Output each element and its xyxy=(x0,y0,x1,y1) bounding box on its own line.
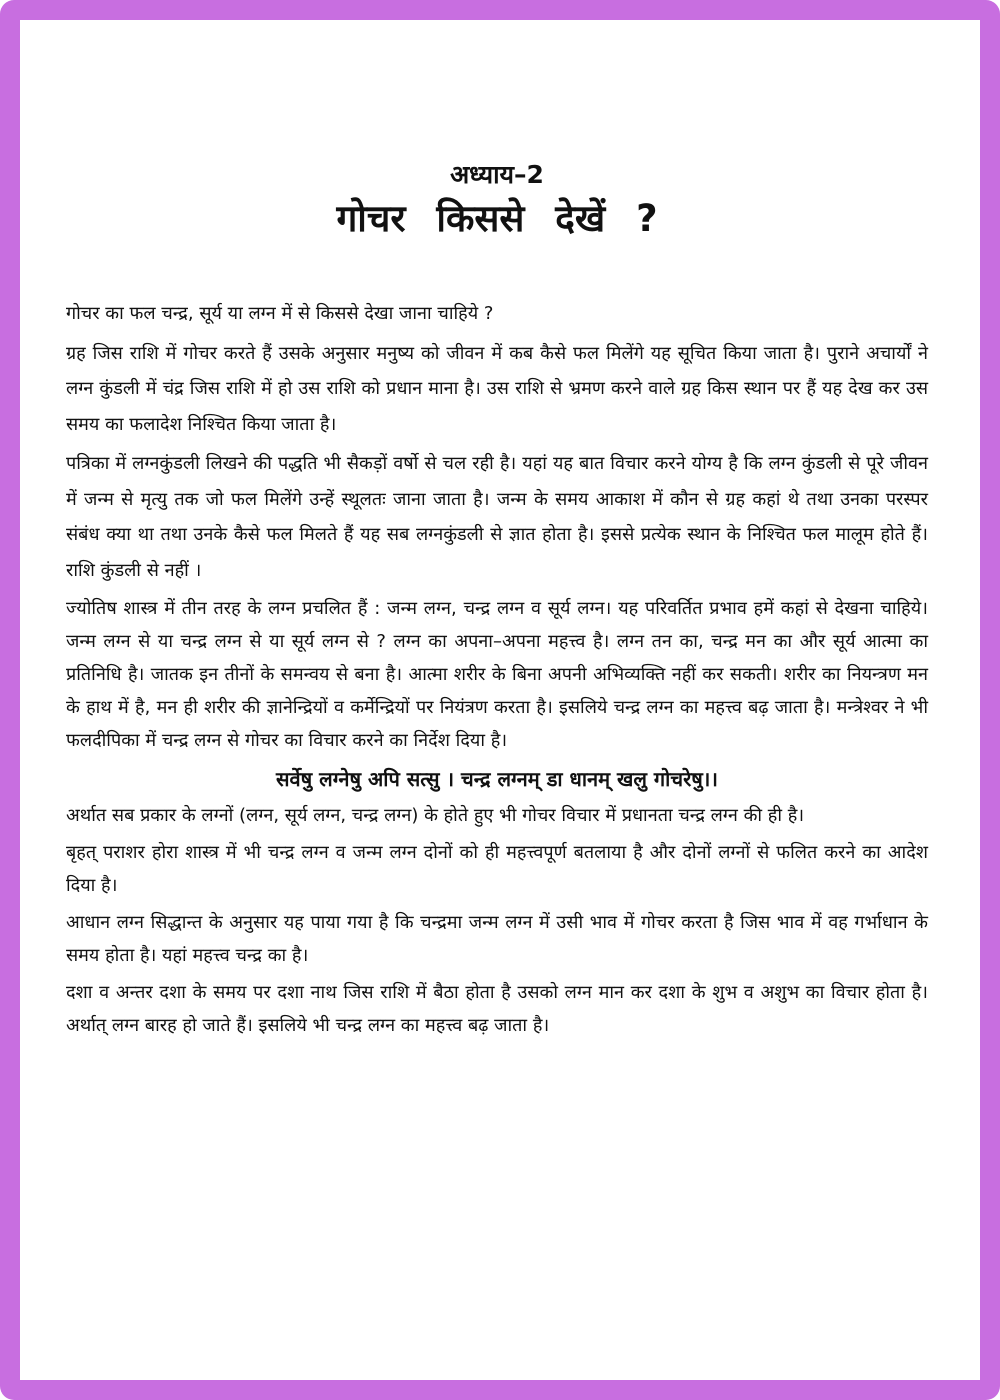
paragraph: ग्रह जिस राशि में गोचर करते हैं उसके अनुसार मनुष्य को जीवन में कब कैसे फल मिलेंगे यह सूचित किया जाता है। पुराने अचार्यों ने लग्न कुंडली में चंद्र जिस राशि में हो उस राशि को प्रधान माना है। उस राशि से भ्रमण करने वाले ग्रह किस स्थान पर हैं यह देख कर उस समय का फलादेश निश्चित किया जाता है। xyxy=(66,342,928,435)
document-page xyxy=(66,150,928,1046)
paragraph: अर्थात सब प्रकार के लग्नों (लग्न, सूर्य लग्न, चन्द्र लग्न) के होते हुए भी गोचर विचार में प्रधानता चन्द्र लग्न की ही है। xyxy=(66,805,805,826)
paragraph: ज्योतिष शास्त्र में तीन तरह के लग्न प्रचलित हैं : जन्म लग्न, चन्द्र लग्न व सूर्य लग्न। यह परिवर्तित प्रभाव हमें कहां से देखना चाहिये। जन्म लग्न से या चन्द्र लग्न से या सूर्य लग्न से ? लग्न का अपना–अपना महत्त्व है। लग्न तन का, चन्द्र मन का और सूर्य आत्मा का प्रतिनिधि है। जातक इन तीनों के समन्वय से बना है। आत्मा शरीर के बिना अपनी अभिव्यक्ति नहीं कर सकती। शरीर का नियन्त्रण मन के हाथ में है, मन ही शरीर की ज्ञानेन्द्रियों व कर्मेन्द्रियों पर नियंत्रण करता है। इसलिये चन्द्र लग्न का महत्त्व बढ़ जाता है। मन्त्रेश्वर ने भी फलदीपिका में चन्द्र लग्न से गोचर का विचार करने का निर्देश दिया है। xyxy=(66,598,928,751)
paragraph-question: गोचर का फल चन्द्र, सूर्य या लग्न में से किससे देखा जाना चाहिये ? xyxy=(66,303,494,324)
paragraph: पत्रिका में लग्नकुंडली लिखने की पद्धति भी सैकड़ों वर्षो से चल रही है। यहां यह बात विचार करने योग्य है कि लग्न कुंडली से पूरे जीवन में जन्म से मृत्यु तक जो फल मिलेंगे उन्हें स्थूलतः जाना जाता है। जन्म के समय आकाश में कौन से ग्रह कहां थे तथा उनका परस्पर संबंध क्या था तथा उनके कैसे फल मिलते हैं यह सब लग्नकुंडली से ज्ञात होता है। इससे प्रत्येक स्थान के निश्चित फल मालूम होते हैं। राशि कुंडली से नहीं । xyxy=(66,453,928,581)
sanskrit-shloka: सर्वेषु लग्नेषु अपि सत्सु । चन्द्र लग्नम् डा धानम् खलु गोचरेषु।। xyxy=(276,767,718,791)
chapter-label: अध्याय–2 xyxy=(450,160,544,189)
paragraph: बृहत् पराशर होरा शास्त्र में भी चन्द्र लग्न व जन्म लग्न दोनों को ही महत्त्वपूर्ण बतलाया है और दोनों लग्नों से फलित करने का आदेश दिया है। xyxy=(66,842,928,896)
paragraph: आधान लग्न सिद्धान्त के अनुसार यह पाया गया है कि चन्द्रमा जन्म लग्न में उसी भाव में गोचर करता है जिस भाव में वह गर्भाधान के समय होता है। यहां महत्त्व चन्द्र का है। xyxy=(66,912,928,966)
chapter-title: गोचर किससे देखें ? xyxy=(336,197,658,240)
body-text xyxy=(66,296,928,1042)
paragraph: दशा व अन्तर दशा के समय पर दशा नाथ जिस राशि में बैठा होता है उसको लग्न मान कर दशा के शुभ व अशुभ का विचार होता है। अर्थात् लग्न बारह हो जाते हैं। इसलिये भी चन्द्र लग्न का महत्त्व बढ़ जाता है। xyxy=(66,982,928,1036)
